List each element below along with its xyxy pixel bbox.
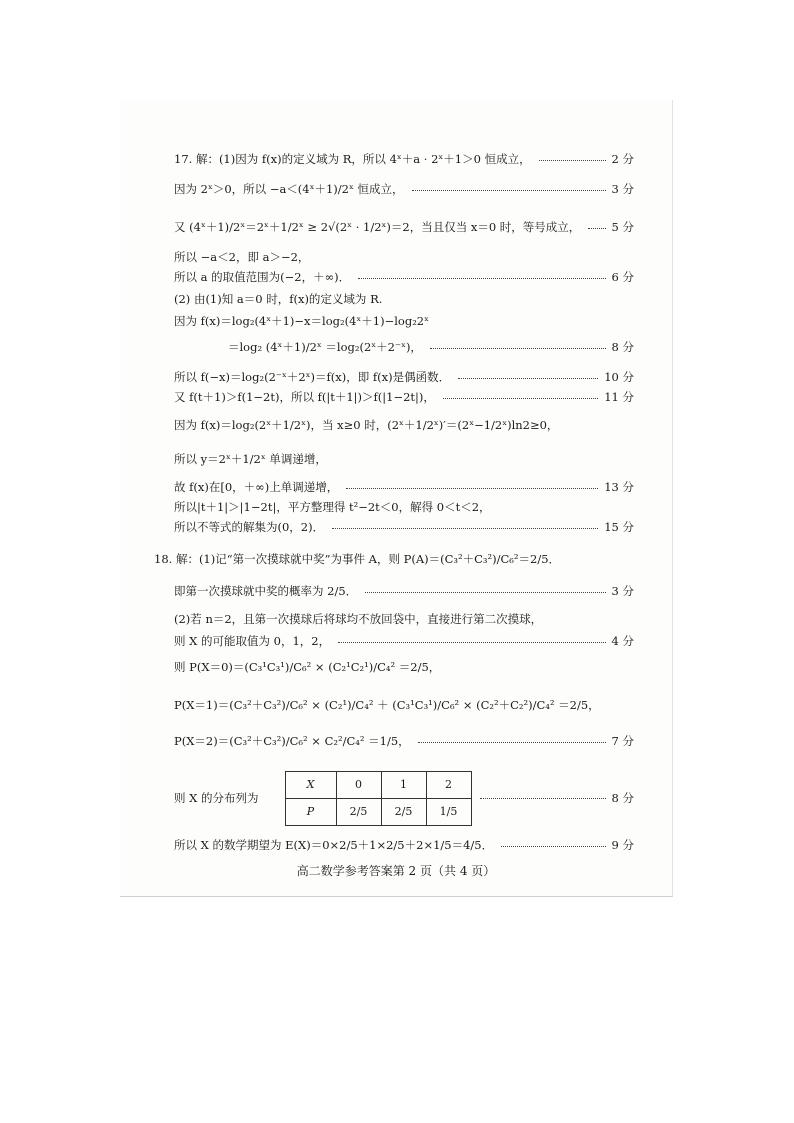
- line-text: 18. 解：(1)记“第一次摸球就中奖”为事件 A，则 P(A)＝(C₃²＋C₃²)/C₆²＝2/5．: [154, 552, 561, 566]
- line-text: (2)若 n＝2，且第一次摸球后将球均不放回袋中，直接进行第二次摸球，: [174, 612, 543, 626]
- line-text: 因为 2ˣ＞0，所以 −a＜(4ˣ＋1)/2ˣ 恒成立，: [174, 182, 404, 196]
- line-text: 又 f(t＋1)＞f(1−2t)，所以 f(|t＋1|)＞f(|1−2t|)，: [174, 390, 435, 404]
- leader-dots: [539, 159, 606, 161]
- table-cell: 1: [381, 771, 426, 798]
- line-text: 所以 f(−x)＝log₂(2⁻ˣ＋2ˣ)＝f(x)，即 f(x)是偶函数．: [174, 370, 451, 384]
- table-row: [285, 771, 471, 798]
- line-text: 故 f(x)在[0，＋∞)上单调递增，: [174, 480, 339, 494]
- distribution-line: [174, 776, 634, 820]
- score-mark: 10 分: [604, 370, 634, 384]
- line-text: 因为 f(x)＝log₂(2ˣ＋1/2ˣ)，当 x≥0 时，(2ˣ＋1/2ˣ)′＝(2ˣ−1/2ˣ)ln2≥0，: [174, 418, 559, 432]
- solution-line: [174, 838, 634, 853]
- table-cell: 2: [426, 771, 471, 798]
- leader-dots: [418, 741, 606, 743]
- solution-line: [174, 152, 634, 167]
- solution-line: [174, 418, 634, 433]
- line-text: (2) 由(1)知 a＝0 时，f(x)的定义域为 R.: [174, 292, 383, 306]
- score-mark: 5 分: [611, 220, 634, 234]
- line-text: 则 X 的分布列为: [174, 790, 259, 805]
- leader-dots: [430, 347, 606, 349]
- table-cell: 2/5: [381, 798, 426, 825]
- leader-dots: [358, 277, 605, 279]
- score-mark: 8 分: [611, 790, 634, 805]
- score-mark: 13 分: [604, 480, 634, 494]
- score-mark: 11 分: [604, 390, 634, 404]
- solution-line: [174, 612, 634, 627]
- solution-line: [174, 584, 634, 599]
- table-cell: 0: [336, 771, 381, 798]
- leader-dots: [458, 377, 598, 379]
- line-text: 所以 −a＜2，即 a＞−2，: [174, 250, 310, 264]
- solution-line: [174, 220, 634, 235]
- score-mark: 3 分: [611, 182, 634, 196]
- solution-line: [174, 734, 634, 749]
- leader-dots: [480, 797, 606, 799]
- score-mark: 2 分: [611, 152, 634, 166]
- solution-line: [154, 552, 634, 567]
- leader-dots: [346, 487, 598, 489]
- line-text: 所以 y＝2ˣ＋1/2ˣ 单调递增，: [174, 452, 327, 466]
- line-text: P(X＝1)＝(C₃²＋C₃²)/C₆² × (C₂¹)/C₄² ＋ (C₃¹C₃¹)/C₆² × (C₂²＋C₂²)/C₄² ＝2/5，: [174, 698, 600, 712]
- solution-line: [174, 452, 634, 467]
- table-cell: 2/5: [336, 798, 381, 825]
- solution-line: [174, 370, 634, 385]
- solution-line: [174, 698, 634, 713]
- score-mark: 3 分: [611, 584, 634, 598]
- line-text: 17. 解：(1)因为 f(x)的定义域为 R，所以 4ˣ＋a · 2ˣ＋1＞0 恒成立，: [174, 152, 531, 166]
- line-text: 则 X 的可能取值为 0，1，2，: [174, 634, 331, 648]
- line-text: 所以|t＋1|＞|1−2t|，平方整理得 t²−2t＜0，解得 0＜t＜2，: [174, 500, 491, 514]
- solution-line: [174, 270, 634, 285]
- solution-line: [174, 390, 634, 405]
- solution-line: [174, 660, 634, 675]
- solution-line: [174, 634, 634, 649]
- line-text: P(X＝2)＝(C₃²＋C₃²)/C₆² × C₂²/C₄² ＝1/5，: [174, 734, 410, 748]
- distribution-table: [285, 771, 472, 826]
- leader-dots: [588, 227, 605, 229]
- table-cell: 1/5: [426, 798, 471, 825]
- solution-line: [228, 340, 634, 355]
- score-mark: 15 分: [604, 520, 634, 534]
- solution-line: [174, 314, 634, 329]
- score-mark: 8 分: [611, 340, 634, 354]
- line-text: 所以 a 的取值范围为(−2，＋∞)．: [174, 270, 351, 284]
- line-text: 因为 f(x)＝log₂(4ˣ＋1)−x＝log₂(4ˣ＋1)−log₂2ˣ: [174, 314, 429, 328]
- line-text: 即第一次摸球就中奖的概率为 2/5．: [174, 584, 358, 598]
- score-mark: 4 分: [611, 634, 634, 648]
- table-cell: P: [285, 798, 336, 825]
- solution-line: [174, 500, 634, 515]
- score-mark: 9 分: [611, 838, 634, 852]
- leader-dots: [338, 641, 605, 643]
- solution-line: [174, 250, 634, 265]
- page-footer: 高二数学参考答案第 2 页（共 4 页）: [296, 864, 496, 878]
- score-mark: 7 分: [611, 734, 634, 748]
- leader-dots: [443, 397, 598, 399]
- line-text: 则 P(X＝0)＝(C₃¹C₃¹)/C₆² × (C₂¹C₂¹)/C₄² ＝2/5，: [174, 660, 441, 674]
- solution-line: [174, 480, 634, 495]
- solution-line: [174, 292, 634, 307]
- solution-line: [174, 520, 634, 535]
- answer-sheet: [120, 100, 673, 897]
- line-text: 所以 X 的数学期望为 E(X)＝0×2/5＋1×2/5＋2×1/5＝4/5．: [174, 838, 494, 852]
- solution-line: [174, 182, 634, 197]
- line-text: ＝log₂ (4ˣ＋1)/2ˣ ＝log₂(2ˣ＋2⁻ˣ)，: [228, 340, 422, 354]
- leader-dots: [412, 189, 606, 191]
- line-text: 所以不等式的解集为(0，2)．: [174, 520, 325, 534]
- leader-dots: [332, 527, 598, 529]
- leader-dots: [365, 591, 605, 593]
- leader-dots: [501, 845, 605, 847]
- line-text: 又 (4ˣ＋1)/2ˣ＝2ˣ＋1/2ˣ ≥ 2√(2ˣ · 1/2ˣ)＝2，当且仅当 x＝0 时，等号成立，: [174, 220, 581, 234]
- table-row: [285, 798, 471, 825]
- table-cell: X: [285, 771, 336, 798]
- score-mark: 6 分: [611, 270, 634, 284]
